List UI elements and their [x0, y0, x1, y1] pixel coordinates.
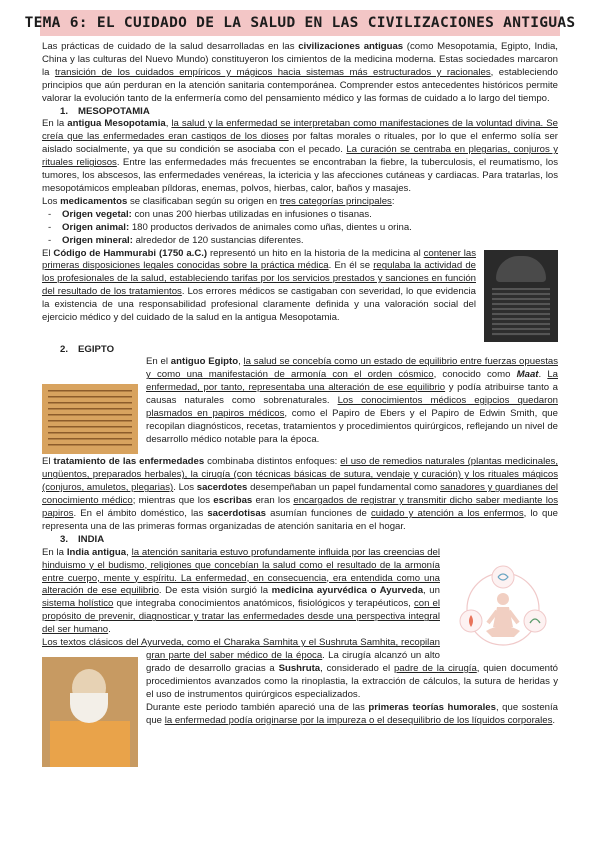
india-paragraph-2: Los textos clásicos del Ayurveda, como el Charaka Samhita y el Sushruta Samhita, recopilan gran parte del saber médico de la época. La cirugía alcanzó un alto grado de desarrollo gracias a Sushruta, considerado el padre de la cirugía, quien documentó procedimientos avanzados como la rinoplastia, la extracción de cálculos, la sutura de heridas y el uso de instrumentos quirúrgicos especializados.: [42, 637, 558, 700]
title-banner: [24, 10, 576, 36]
page-title: TEMA 6: EL CUIDADO DE LA SALUD EN LAS CIVILIZACIONES ANTIGUAS: [24, 15, 576, 31]
list-item: - Origen mineral: alrededor de 120 sustancias diferentes.: [48, 235, 558, 248]
medicine-origin-list: [42, 209, 558, 248]
section-heading-mesopotamia: 1. MESOPOTAMIA: [60, 105, 150, 117]
section-heading-egipto: 2. EGIPTO: [60, 343, 115, 355]
papyrus-image: [42, 384, 138, 454]
mesopotamia-paragraph-1: En la antigua Mesopotamia, la salud y la enfermedad se interpretaban como manifestaciones de la voluntad divina. Se creía que las enfermedades eran castigos de los dioses por faltas morales o rituales, por lo que el enfermo solía ser aislado socialmente, ya que su condición se asociaba con el pecado. La curación se centraba en plegarias, conjuros y rituales religiosos. Entre las enfermedades más frecuentes se encontraban la fiebre, la tuberculosis, el reumatismo, los tumores, los abscesos, las enfermedades venéreas, la ictericia y las afecciones cutáneas y cardiacas. Para tratarlas, los mesopotámicos empleaban píldoras, enemas, polvos, hierbas, calor, baños y masajes.: [42, 118, 559, 194]
mesopotamia-paragraph-2: Los medicamentos se clasificaban según su origen en tres categorías principales:: [42, 195, 395, 207]
mesopotamia-paragraph-3: El Código de Hammurabi (1750 a.C.) representó un hito en la historia de la medicina al contener las primeras disposiciones legales conocidas sobre la práctica médica. En él se regulaba la actividad de los profesionales de la salud, estableciendo tarifas por los servicios prestados y sanciones en función del resultado de los tratamientos. Los errores médicos se castigaban con severidad, lo que evidencia la existencia de una responsabilidad profesional claramente definida y una valoración social del ejercicio médico y del cuidado de la salud en la antigua Mesopotamia.: [42, 247, 477, 324]
list-item: - Origen vegetal: con unas 200 hierbas utilizadas en infusiones o tisanas.: [48, 209, 558, 222]
list-item: - Origen animal: 180 productos derivados de animales como uñas, dientes u orina.: [48, 222, 558, 235]
india-paragraph-1: En la India antigua, la atención sanitaria estuvo profundamente influida por las creencias del hinduismo y el budismo, religiones que concebían la salud como el resultado de la armonía entre cuerpo, mente y espíritu. La enfermedad, en consecuencia, era entendida como una alteración de ese equilibrio. De esta visión surgió la medicina ayurvédica o Ayurveda, un sistema holístico que integraba conocimientos anatómicos, fisiológicos y terapéuticos, con el propósito de prevenir, diagnosticar y tratar las enfermedades desde una perspectiva integral del ser humano.: [42, 546, 440, 636]
egipto-paragraph-2: El tratamiento de las enfermedades combinaba distintos enfoques: el uso de remedios naturales (plantas medicinales, ungüentos, preparados herbales), la cirugía (con técnicas básicas de sutura, vendaje y curación) y los rituales mágicos (conjuros, amuletos, plegarias). Los sacerdotes desempeñaban un papel fundamental como sanadores y guardianes del conocimiento médico; mientras que los escribas eran los encargados de registrar y transmitir dicho saber mediante los papiros. En el ámbito doméstico, las sacerdotisas asumían funciones de cuidado y atención a los enfermos, lo que representa una de las primeras formas organizadas de atención sanitaria en el hogar.: [42, 456, 559, 532]
section-heading-india: 3. INDIA: [60, 533, 105, 545]
hammurabi-stele-image: [484, 250, 558, 342]
sushruta-portrait-image: [42, 657, 138, 767]
india-paragraph-3: Durante este periodo también apareció una de las primeras teorías humorales, que sostenía que la enfermedad podía originarse por la impureza o el desequilibrio de los líquidos corporales.: [146, 701, 558, 726]
intro-paragraph: Las prácticas de cuidado de la salud desarrolladas en las civilizaciones antiguas (como Mesopotamia, Egipto, India, China y las culturas del Nuevo Mundo) constituyeron los cimientos de la medicina moderna. Estas sociedades marcaron la transición de los cuidados empíricos y mágicos hacia sistemas más estructurados y racionales, estableciendo principios que aún perduran en la atención sanitaria contemporánea. Comprender estos antecedentes históricos permite valorar la evolución tanto de la enfermería como del pensamiento médico y las formas de cuidado a lo largo del tiempo.: [42, 41, 558, 104]
egipto-paragraph-1: En el antiguo Egipto, la salud se concebía como un estado de equilibrio entre fuerzas opuestas y como una manifestación de armonía con el orden cósmico, conocido como Maat. La enfermedad, por tanto, representaba una alteración de ese equilibrio y podía atribuirse tanto a causas naturales como sobrenaturales. Los conocimientos médicos egipcios quedaron plasmados en papiros médicos, como el Papiro de Ebers y el Papiro de Edwin Smith, que recopilan diagnósticos, recetas, tratamientos y procedimientos quirúrgicos, reflejando un nivel de desarrollo médico notable para la época.: [146, 356, 558, 445]
chakra-figure-image: [448, 563, 558, 653]
document-body: [42, 41, 558, 769]
